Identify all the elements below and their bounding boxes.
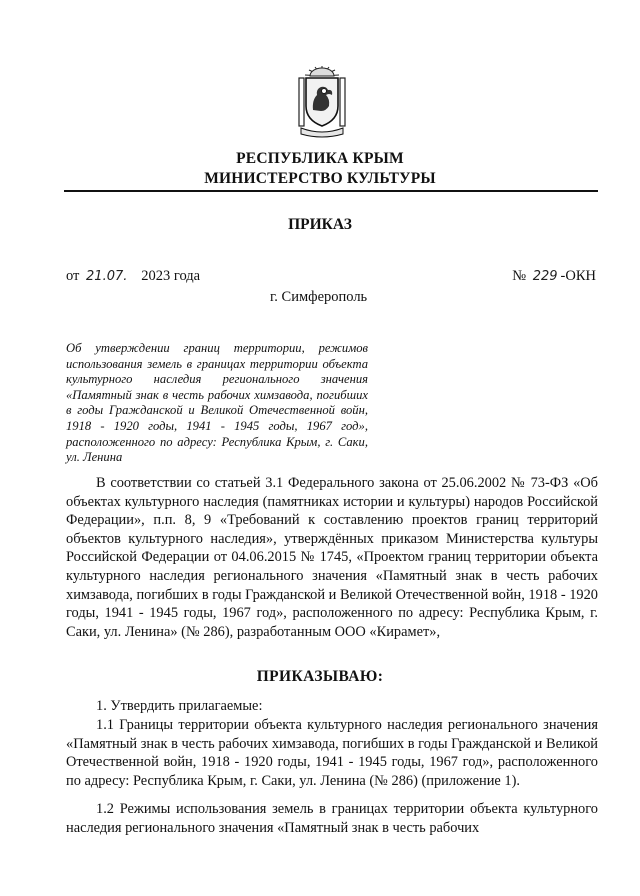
republic-name: РЕСПУБЛИКА КРЫМ (236, 150, 404, 167)
item-1-2: 1.2 Режимы использования земель в границах территории объекта культурного наследия регионального значения «Памятный знак в честь рабочих (66, 801, 598, 836)
ministry-name: МИНИСТЕРСТВО КУЛЬТУРЫ (204, 170, 436, 187)
item-1-1: 1.1 Границы территории объекта культурного наследия регионального значения «Памятный знак в честь рабочих химзавода, погибших в годы Гражданской и Великой Отечественной войн, 1918 - 1920 годы, 1941 - 1945 годы, 1967 год», расположенного по адресу: Республика Крым, г. Саки, ул. Ленина (№ 286) (приложение 1). (66, 717, 598, 789)
item-1: 1. Утвердить прилагаемые: (96, 698, 263, 714)
handwritten-number: 229 (532, 269, 558, 284)
handwritten-date: 21.07. (86, 269, 128, 284)
city: г. Симферополь (270, 289, 368, 305)
date-prefix: от (66, 268, 80, 284)
intro-paragraph: В соответствии со статьей 3.1 Федерального закона от 25.06.2002 № 73-ФЗ «Об объектах культурного наследия (памятниках истории и культуры) народов Российской Федерации», п.п. 8, 9 «Требований к составлению проектов границ территорий объектов культурного наследия», утверждённых приказом Министерства культуры Российской Федерации от 04.06.2015 № 1745, «Проектом границ территории объекта культурного наследия регионального значения «Памятный знак в честь рабочих химзавода, погибших в годы Гражданской и Великой Отечественной войн, 1918 - 1920 годы, 1941 - 1945 годы, 1967 год», расположенного по адресу: Республика Крым, г. Саки, ул. Ленина» (№ 286), разработанным ООО «Кирамет», (66, 475, 598, 640)
header-divider (64, 190, 598, 192)
order-heading: ПРИКАЗЫВАЮ: (256, 668, 384, 685)
order-date (66, 268, 200, 285)
crimea-coat-of-arms-icon (295, 62, 349, 140)
order-title: Об утверждении границ территории, режимов использования земель в границах территории объекта культурного наследия регионального значения «Памятный знак в честь рабочих химзавода, погибших в годы Гражданской и Великой Отечественной войн, 1918 - 1920 годы, 1941 - 1945 годы, 1967 год», расположенного по адресу: Республика Крым, г. Саки, ул. Ленина (66, 341, 368, 465)
number-prefix: № (512, 268, 527, 284)
date-year: 2023 года (141, 268, 201, 284)
document-type: ПРИКАЗ (288, 216, 352, 233)
number-suffix: -ОКН (560, 268, 596, 284)
order-number (512, 268, 596, 285)
